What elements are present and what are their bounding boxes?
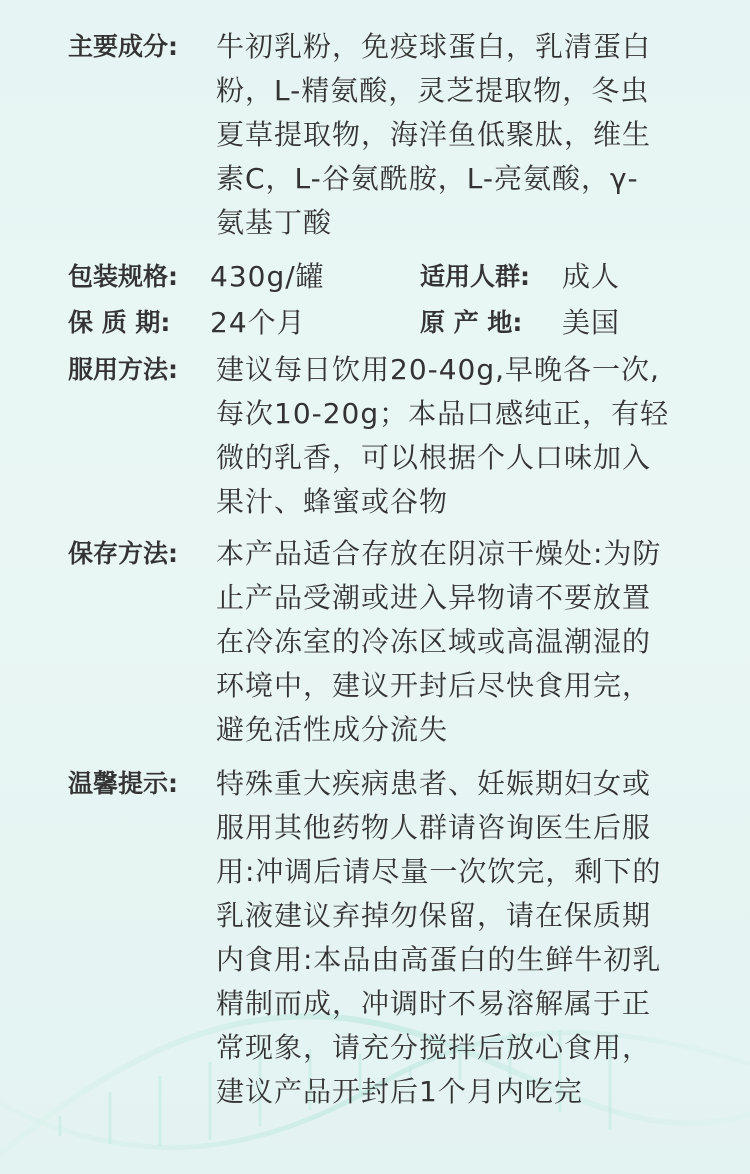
ingredients-label: 主要成分: — [68, 32, 178, 61]
usage-row — [68, 348, 669, 524]
origin-row — [420, 301, 620, 345]
audience-label: 适用人群: — [420, 262, 530, 291]
ingredients-value — [216, 25, 651, 245]
spec-label: 包装规格: — [68, 262, 178, 291]
usage-line: 果汁、蜂蜜或谷物 — [216, 485, 449, 518]
tips-line: 服用其他药物人群请咨询医生后服 — [216, 811, 652, 844]
ingredients-line: 粉，L-精氨酸，灵芝提取物，冬虫 — [216, 74, 650, 107]
storage-row — [68, 532, 661, 752]
tips-row — [68, 762, 661, 1114]
tips-line: 乳液建议弃掉勿保留，请在保质期 — [216, 899, 652, 932]
ingredients-line: 素C，L-谷氨酰胺，L-亮氨酸，γ- — [216, 162, 639, 195]
tips-label: 温馨提示: — [68, 769, 178, 798]
tips-line: 用:冲调后请尽量一次饮完，剩下的 — [216, 855, 662, 888]
tips-line: 特殊重大疾病患者、妊娠期妇女或 — [216, 767, 652, 800]
ingredients-line: 夏草提取物，海洋鱼低聚肽，维生 — [216, 118, 652, 151]
storage-line: 环境中，建议开封后尽快食用完， — [216, 669, 652, 702]
usage-line: 微的乳香，可以根据个人口味加入 — [216, 441, 652, 474]
tips-line: 常现象，请充分搅拌后放心食用， — [216, 1031, 652, 1064]
spec-row — [68, 255, 325, 299]
storage-line: 本产品适合存放在阴凉干燥处:为防 — [216, 537, 662, 570]
shelf-life-value: 24个月 — [210, 306, 306, 339]
usage-label: 服用方法: — [68, 355, 178, 384]
origin-label: 原 产 地: — [420, 308, 523, 337]
audience-value: 成人 — [562, 260, 621, 293]
usage-line: 建议每日饮用20-40g,早晚各一次, — [216, 353, 660, 386]
storage-line: 在冷冻室的冷冻区域或高温潮湿的 — [216, 625, 652, 658]
storage-label: 保存方法: — [68, 539, 178, 568]
shelf-life-row — [68, 301, 306, 345]
audience-row — [420, 255, 620, 299]
shelf-life-label: 保 质 期: — [68, 308, 171, 337]
usage-value — [216, 348, 669, 524]
storage-line: 避免活性成分流失 — [216, 713, 449, 746]
usage-line: 每次10-20g；本品口感纯正，有轻 — [216, 397, 670, 430]
storage-value — [216, 532, 661, 752]
ingredients-row — [68, 25, 651, 245]
spec-value: 430g/罐 — [210, 260, 325, 293]
origin-value: 美国 — [562, 306, 621, 339]
tips-line: 精制而成，冲调时不易溶解属于正 — [216, 987, 652, 1020]
ingredients-line: 牛初乳粉，免疫球蛋白，乳清蛋白 — [216, 30, 652, 63]
tips-value — [216, 762, 661, 1114]
tips-line: 内食用:本品由高蛋白的生鲜牛初乳 — [216, 943, 662, 976]
ingredients-line: 氨基丁酸 — [216, 206, 333, 239]
tips-line: 建议产品开封后1个月内吃完 — [216, 1075, 583, 1108]
storage-line: 止产品受潮或进入异物请不要放置 — [216, 581, 652, 614]
